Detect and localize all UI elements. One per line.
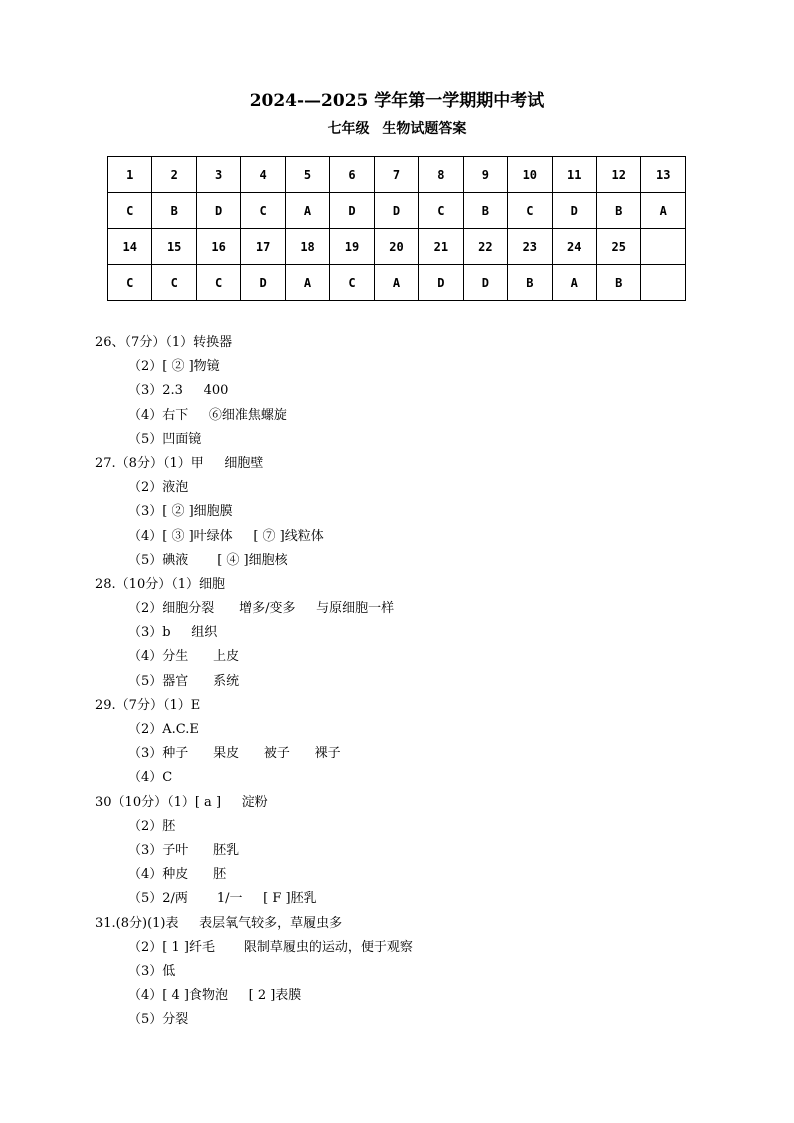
table-cell: D bbox=[419, 265, 463, 301]
answer-line: （2）液泡 bbox=[128, 480, 189, 496]
table-cell bbox=[641, 265, 686, 301]
question-header: 26、（7分）（1）转换器 bbox=[95, 335, 233, 350]
table-row-numbers bbox=[108, 229, 686, 265]
table-row-answers bbox=[108, 193, 686, 229]
answers-section bbox=[95, 331, 735, 1032]
table-cell: D bbox=[330, 193, 374, 229]
table-cell: C bbox=[196, 265, 240, 301]
table-cell: D bbox=[463, 265, 507, 301]
question-header: 28.（10分）（1）细胞 bbox=[95, 576, 225, 592]
table-cell: C bbox=[108, 193, 152, 229]
answer-line: （4）分生 上皮 bbox=[128, 649, 240, 665]
answer-line: （3）低 bbox=[128, 963, 176, 979]
table-cell: 4 bbox=[241, 157, 285, 193]
table-cell: C bbox=[419, 193, 463, 229]
table-cell: 22 bbox=[463, 229, 507, 265]
table-cell: C bbox=[152, 265, 196, 301]
table-row-answers bbox=[108, 265, 686, 301]
table-cell: 16 bbox=[196, 229, 240, 265]
answer-line: （4）右下 ⑥细准焦螺旋 bbox=[128, 407, 287, 423]
table-cell: C bbox=[330, 265, 374, 301]
table-cell: B bbox=[596, 265, 640, 301]
table-cell: 1 bbox=[108, 157, 152, 193]
table-cell: C bbox=[241, 193, 285, 229]
answer-line: （5）凹面镜 bbox=[128, 431, 202, 447]
answer-line: （5）器官 系统 bbox=[128, 673, 240, 689]
table-cell: D bbox=[196, 193, 240, 229]
table-cell: C bbox=[108, 265, 152, 301]
table-cell: B bbox=[596, 193, 640, 229]
table-cell: B bbox=[152, 193, 196, 229]
question-header: 31.(8分)(1)表 表层氧气较多，草履虫多 bbox=[95, 915, 343, 931]
answer-line: （4）[ ③ ]叶绿体 [ ⑦ ]线粒体 bbox=[128, 528, 324, 544]
question-header: 29.（7分）（1）E bbox=[95, 697, 201, 713]
table-cell: 9 bbox=[463, 157, 507, 193]
table-cell: B bbox=[508, 265, 552, 301]
table-cell: A bbox=[641, 193, 686, 229]
answer-line: （4）种皮 胚 bbox=[128, 867, 227, 883]
table-cell: 5 bbox=[285, 157, 329, 193]
page-title: 2024-—2025 学年第一学期期中考试 bbox=[249, 91, 545, 111]
answer-line: （4）C bbox=[128, 770, 173, 786]
answer-line: （5）2/两 1/一 [ F ]胚乳 bbox=[128, 891, 317, 907]
answer-line: （2）A.C.E bbox=[128, 722, 199, 737]
page-subtitle: 七年级 生物试题答案 bbox=[327, 121, 467, 137]
answer-line: （2）[ 1 ]纤毛 限制草履虫的运动，便于观察 bbox=[128, 939, 413, 955]
table-cell: A bbox=[285, 193, 329, 229]
answer-line: （2）[ ② ]物镜 bbox=[128, 359, 220, 375]
table-cell bbox=[641, 229, 686, 265]
table-cell: 7 bbox=[374, 157, 418, 193]
table-cell: 17 bbox=[241, 229, 285, 265]
table-cell: 19 bbox=[330, 229, 374, 265]
table-cell: 3 bbox=[196, 157, 240, 193]
answer-line: （2）胚 bbox=[128, 818, 176, 834]
table-cell: C bbox=[508, 193, 552, 229]
table-cell: 18 bbox=[285, 229, 329, 265]
table-cell: 14 bbox=[108, 229, 152, 265]
table-cell: A bbox=[374, 265, 418, 301]
answer-line: （3）b 组织 bbox=[128, 625, 218, 641]
table-cell: 23 bbox=[508, 229, 552, 265]
table-cell: 25 bbox=[596, 229, 640, 265]
table-cell: 6 bbox=[330, 157, 374, 193]
table-cell: 11 bbox=[552, 157, 596, 193]
answer-line: （3）种子 果皮 被子 裸子 bbox=[128, 746, 341, 762]
table-row-numbers bbox=[108, 157, 686, 193]
question-header: 30（10分）（1）[ a ] 淀粉 bbox=[95, 794, 268, 810]
answer-line: （2）细胞分裂 增多/变多 与原细胞一样 bbox=[128, 601, 395, 617]
table-cell: D bbox=[552, 193, 596, 229]
table-cell: 8 bbox=[419, 157, 463, 193]
answer-line: （3）子叶 胚乳 bbox=[128, 842, 240, 858]
table-cell: D bbox=[241, 265, 285, 301]
table-cell: 20 bbox=[374, 229, 418, 265]
table-cell: 12 bbox=[596, 157, 640, 193]
table-cell: A bbox=[285, 265, 329, 301]
table-cell: 21 bbox=[419, 229, 463, 265]
answer-line: （5）分裂 bbox=[128, 1012, 189, 1028]
answer-line: （3）[ ② ]细胞膜 bbox=[128, 504, 233, 520]
table-cell: 24 bbox=[552, 229, 596, 265]
table-cell: 10 bbox=[508, 157, 552, 193]
table-cell: A bbox=[552, 265, 596, 301]
table-cell: 13 bbox=[641, 157, 686, 193]
question-header: 27.（8分）（1）甲 细胞壁 bbox=[95, 455, 264, 471]
table-cell: B bbox=[463, 193, 507, 229]
answer-line: （3）2.3 400 bbox=[128, 383, 229, 399]
answer-table bbox=[107, 156, 686, 301]
answer-line: （4）[ 4 ]食物泡 [ 2 ]表膜 bbox=[128, 988, 302, 1004]
answer-line: （5）碘液 [ ④ ]细胞核 bbox=[128, 552, 288, 568]
table-cell: D bbox=[374, 193, 418, 229]
table-cell: 2 bbox=[152, 157, 196, 193]
table-cell: 15 bbox=[152, 229, 196, 265]
